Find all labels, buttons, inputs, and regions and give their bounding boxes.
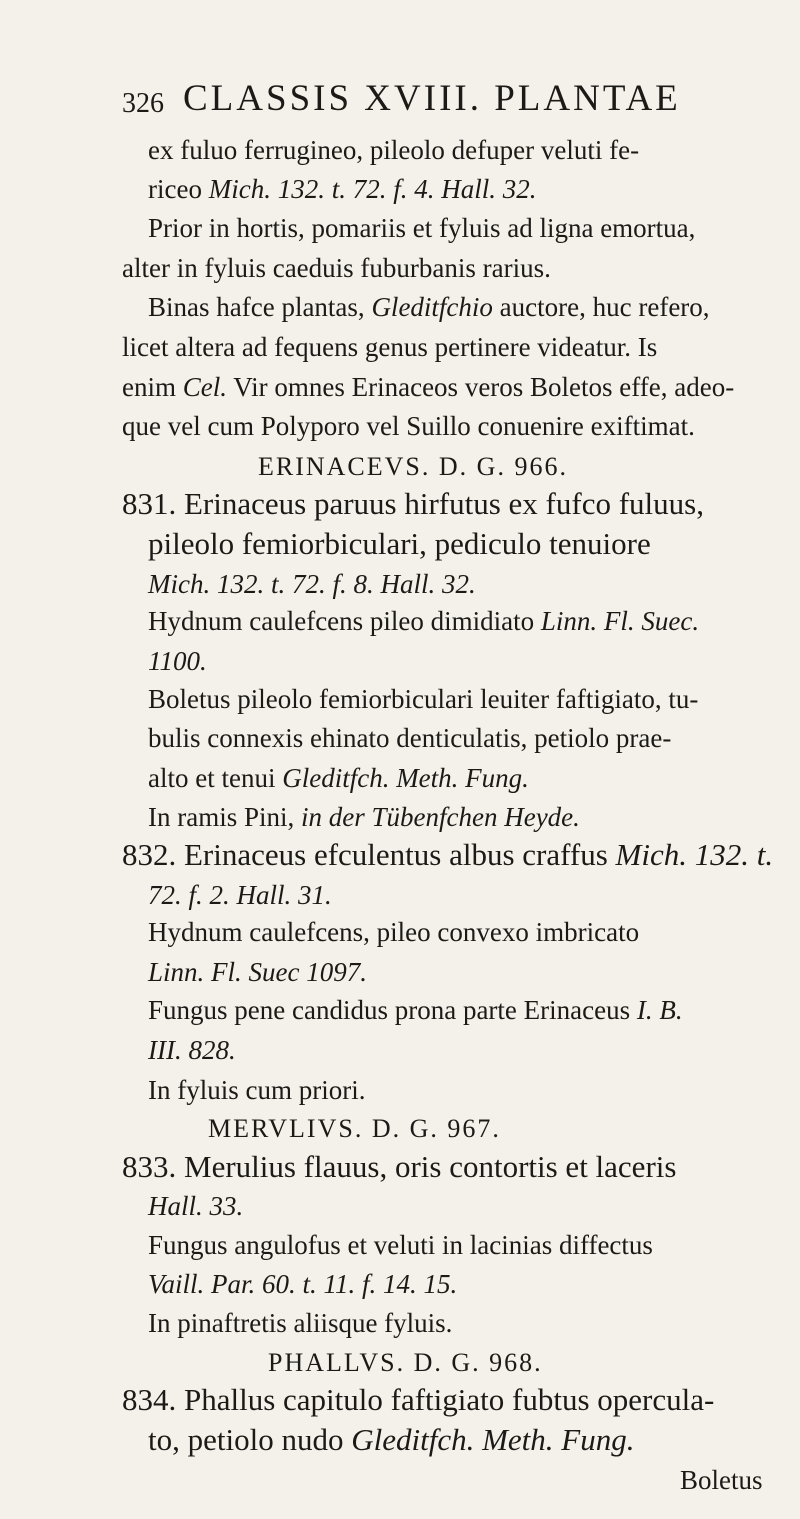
- text-line: [148, 878, 332, 912]
- text-line: [148, 682, 698, 716]
- italic-citation: in der Tübenfchen Heyde.: [301, 802, 580, 832]
- text-line: [122, 251, 551, 285]
- running-header: CLASSIS XVIII. PLANTAE: [183, 78, 681, 119]
- genus-heading: [208, 1112, 501, 1146]
- text-line: [122, 370, 734, 404]
- text-line: [148, 211, 695, 245]
- italic-citation: Gleditfch. Meth. Fung.: [351, 1422, 635, 1457]
- text-line: [148, 955, 367, 989]
- page-number: 326: [122, 88, 164, 119]
- species-entry-line: [122, 487, 704, 521]
- text-run: Hydnum caulefcens, pileo convexo imbricato: [148, 917, 640, 947]
- text-run: 831. Erinaceus paruus hirfutus ex fufco fuluus,: [122, 486, 704, 521]
- text-run: licet altera ad fequens genus pertinere videatur. Is: [122, 332, 658, 362]
- text-line: [148, 1267, 457, 1301]
- text-run: ERINACEVS. D. G. 966.: [258, 452, 568, 481]
- text-run: In pinaftretis aliisque fyluis.: [148, 1308, 453, 1338]
- species-entry-line: [122, 1150, 676, 1184]
- text-line: [148, 644, 207, 678]
- italic-citation: 72. f. 2. Hall. 31.: [148, 880, 332, 910]
- text-run: Hydnum caulefcens pileo dimidiato: [148, 606, 541, 636]
- text-run: que vel cum Polyporo vel Suillo conuenire exiftimat.: [122, 411, 695, 441]
- italic-citation: Mich. 132. t.: [615, 837, 774, 872]
- text-line: [148, 133, 639, 167]
- italic-citation: Mich. 132. t. 72. f. 4. Hall. 32.: [208, 174, 537, 204]
- text-line: [148, 290, 710, 324]
- text-line: [148, 172, 536, 206]
- italic-citation: Mich. 132. t. 72. f. 8. Hall. 32.: [148, 569, 476, 599]
- text-run: alter in fyluis caeduis fuburbanis rarius.: [122, 253, 551, 283]
- text-line: [148, 915, 639, 949]
- text-run: PHALLVS. D. G. 968.: [268, 1348, 543, 1377]
- text-run: Fungus pene candidus prona parte Erinaceus: [148, 995, 637, 1025]
- genus-heading: [268, 1346, 543, 1380]
- text-run: Fungus angulofus et veluti in lacinias diffectus: [148, 1230, 653, 1260]
- text-run: In ramis Pini,: [148, 802, 301, 832]
- species-entry-line: [148, 527, 651, 561]
- species-entry-line: [148, 1423, 634, 1457]
- text-run: Vir omnes Erinaceos veros Boletos effe, adeo-: [227, 372, 735, 402]
- text-line: [148, 567, 476, 601]
- italic-citation: Cel.: [182, 372, 227, 402]
- text-line: [148, 761, 529, 795]
- text-line: [122, 409, 695, 443]
- italic-citation: Hall. 33.: [148, 1191, 244, 1221]
- text-run: to, petiolo nudo: [148, 1422, 352, 1457]
- italic-citation: Gleditfch. Meth. Fung.: [282, 763, 529, 793]
- text-run: 832. Erinaceus efculentus albus craffus: [122, 837, 616, 872]
- text-run: pileolo femiorbiculari, pediculo tenuiore: [148, 526, 651, 561]
- text-line: [148, 993, 683, 1027]
- species-entry-line: [122, 838, 773, 872]
- text-run: Boletus: [680, 1465, 763, 1495]
- italic-citation: 1100.: [148, 646, 207, 676]
- text-run: Binas hafce plantas,: [148, 292, 372, 322]
- text-run: enim: [122, 372, 183, 402]
- text-run: alto et tenui: [148, 763, 283, 793]
- italic-citation: I. B.: [636, 995, 683, 1025]
- text-run: auctore, huc refero,: [492, 292, 710, 322]
- text-run: Prior in hortis, pomariis et fyluis ad ligna emortua,: [148, 213, 696, 243]
- text-line: [148, 604, 699, 638]
- text-line: [148, 721, 671, 755]
- text-run: riceo: [148, 174, 209, 204]
- italic-citation: Linn. Fl. Suec.: [540, 606, 700, 636]
- text-run: In fyluis cum priori.: [148, 1075, 366, 1105]
- text-run: Boletus pileolo femiorbiculari leuiter faftigiato, tu-: [148, 684, 699, 714]
- text-line: [148, 1228, 653, 1262]
- text-line: [148, 1306, 452, 1340]
- text-line: [148, 800, 580, 834]
- text-line: [148, 1189, 243, 1223]
- text-run: ex fuluo ferrugineo, pileolo defuper veluti fe-: [148, 135, 640, 165]
- italic-citation: III. 828.: [148, 1035, 236, 1065]
- text-run: MERVLIVS. D. G. 967.: [208, 1114, 501, 1143]
- italic-citation: Gleditfchio: [371, 292, 493, 322]
- text-run: 834. Phallus capitulo faftigiato fubtus opercula-: [122, 1382, 715, 1417]
- species-entry-line: [122, 1383, 714, 1417]
- text-run: 833. Merulius flauus, oris contortis et laceris: [122, 1149, 677, 1184]
- text-line: [680, 1463, 763, 1497]
- text-line: [148, 1073, 365, 1107]
- italic-citation: Vaill. Par. 60. t. 11. f. 14. 15.: [148, 1269, 458, 1299]
- genus-heading: [258, 450, 568, 484]
- text-run: bulis connexis ehinato denticulatis, petiolo prae-: [148, 723, 672, 753]
- italic-citation: Linn. Fl. Suec 1097.: [148, 957, 367, 987]
- text-line: [148, 1033, 236, 1067]
- text-line: [122, 330, 657, 364]
